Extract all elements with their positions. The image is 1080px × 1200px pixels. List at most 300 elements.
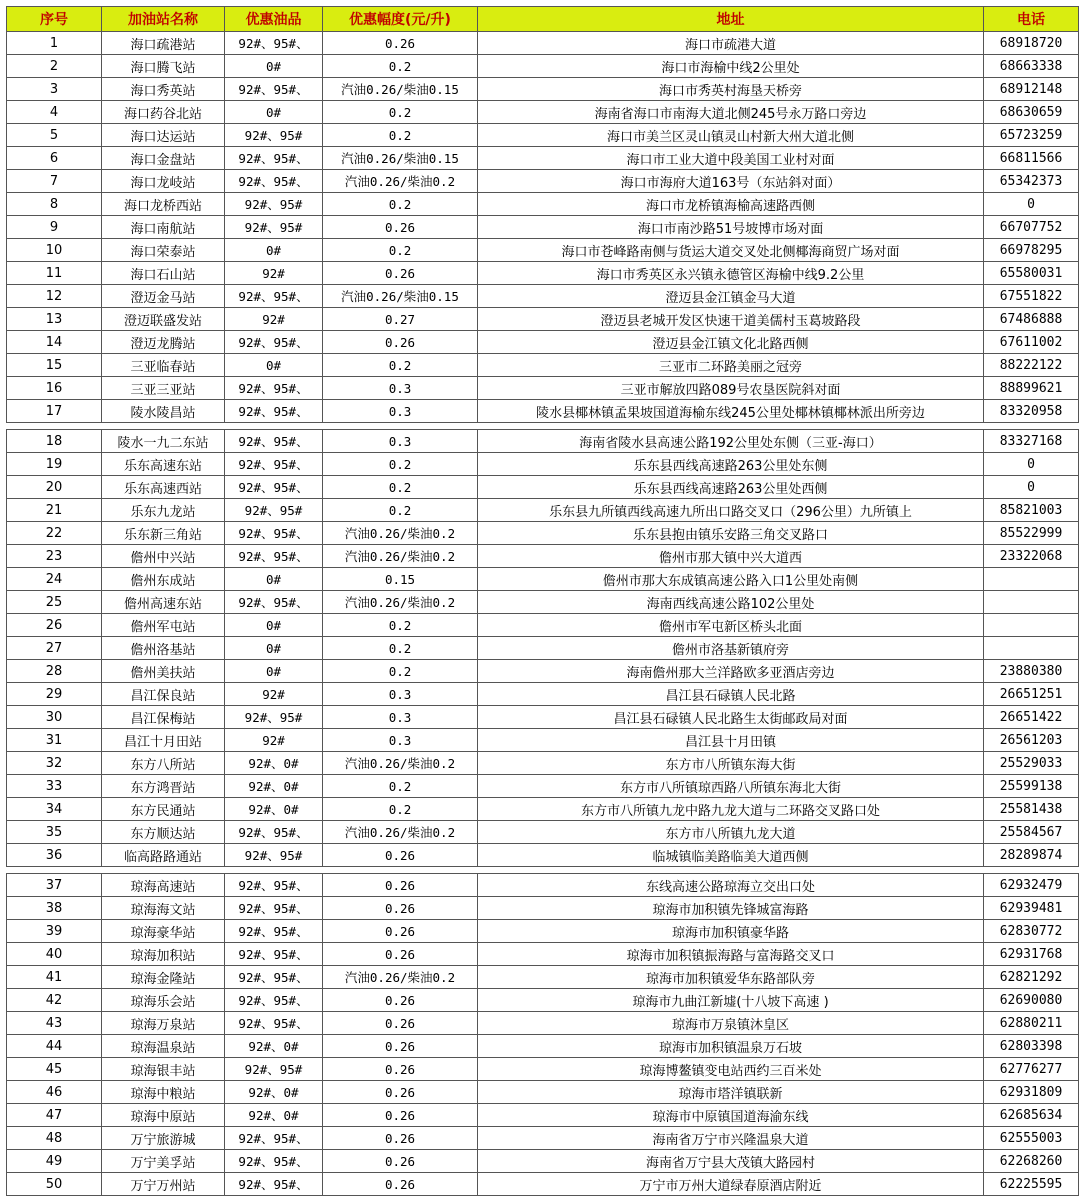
- cell-index: 24: [7, 568, 102, 591]
- cell-fuel-types: 92#、95#、: [225, 821, 323, 844]
- cell-discount: 0.2: [323, 55, 478, 78]
- cell-station-name: 海口荣泰站: [102, 239, 225, 262]
- cell-address: 琼海市塔洋镇联新: [478, 1081, 984, 1104]
- cell-phone: 68918720: [984, 32, 1079, 55]
- cell-fuel-types: 92#: [225, 262, 323, 285]
- cell-station-name: 海口秀英站: [102, 78, 225, 101]
- table-row: [7, 1150, 1079, 1173]
- cell-discount: 0.26: [323, 1058, 478, 1081]
- cell-phone: 25581438: [984, 798, 1079, 821]
- table-row: [7, 660, 1079, 683]
- cell-address: 海南省万宁市兴隆温泉大道: [478, 1127, 984, 1150]
- cell-index: 47: [7, 1104, 102, 1127]
- cell-fuel-types: 92#、95#、: [225, 285, 323, 308]
- cell-discount: 0.26: [323, 844, 478, 867]
- cell-index: 18: [7, 430, 102, 453]
- cell-discount: 0.2: [323, 354, 478, 377]
- cell-index: 10: [7, 239, 102, 262]
- cell-station-name: 琼海豪华站: [102, 920, 225, 943]
- table-row: [7, 568, 1079, 591]
- cell-phone: 62776277: [984, 1058, 1079, 1081]
- cell-address: 海口市秀英村海垦天桥旁: [478, 78, 984, 101]
- cell-phone: 62830772: [984, 920, 1079, 943]
- cell-fuel-types: 0#: [225, 354, 323, 377]
- table-row: [7, 285, 1079, 308]
- cell-discount: 0.26: [323, 920, 478, 943]
- cell-phone: [984, 637, 1079, 660]
- cell-phone: 0: [984, 476, 1079, 499]
- cell-discount: 汽油0.26/柴油0.2: [323, 821, 478, 844]
- cell-discount: 0.2: [323, 798, 478, 821]
- cell-station-name: 海口龙岐站: [102, 170, 225, 193]
- cell-discount: 0.26: [323, 1012, 478, 1035]
- cell-discount: 0.3: [323, 706, 478, 729]
- cell-address: 东方市八所镇东海大街: [478, 752, 984, 775]
- cell-phone: 62685634: [984, 1104, 1079, 1127]
- table-row: [7, 545, 1079, 568]
- table-row: [7, 216, 1079, 239]
- cell-index: 7: [7, 170, 102, 193]
- cell-index: 3: [7, 78, 102, 101]
- cell-station-name: 海口龙桥西站: [102, 193, 225, 216]
- cell-address: 海口市秀英区永兴镇永德管区海榆中线9.2公里: [478, 262, 984, 285]
- cell-station-name: 海口腾飞站: [102, 55, 225, 78]
- cell-phone: 68630659: [984, 101, 1079, 124]
- table-row: [7, 943, 1079, 966]
- cell-index: 12: [7, 285, 102, 308]
- cell-fuel-types: 92#、95#、: [225, 1127, 323, 1150]
- cell-station-name: 琼海乐会站: [102, 989, 225, 1012]
- cell-phone: [984, 568, 1079, 591]
- cell-discount: 0.2: [323, 499, 478, 522]
- section-gap: [7, 423, 1079, 430]
- cell-station-name: 昌江保良站: [102, 683, 225, 706]
- table-row: [7, 101, 1079, 124]
- cell-phone: 65580031: [984, 262, 1079, 285]
- cell-fuel-types: 0#: [225, 239, 323, 262]
- cell-address: 儋州市那大镇中兴大道西: [478, 545, 984, 568]
- cell-phone: 67611002: [984, 331, 1079, 354]
- table-row: [7, 124, 1079, 147]
- cell-discount: 0.2: [323, 637, 478, 660]
- table-row: [7, 989, 1079, 1012]
- cell-index: 22: [7, 522, 102, 545]
- cell-address: 海南省万宁县大茂镇大路园村: [478, 1150, 984, 1173]
- table-row: [7, 522, 1079, 545]
- cell-phone: 88899621: [984, 377, 1079, 400]
- cell-address: 儋州市军屯新区桥头北面: [478, 614, 984, 637]
- cell-address: 东方市八所镇琼西路八所镇东海北大街: [478, 775, 984, 798]
- cell-address: 琼海市加积镇振海路与富海路交叉口: [478, 943, 984, 966]
- cell-discount: 0.26: [323, 262, 478, 285]
- cell-fuel-types: 92#、95#: [225, 193, 323, 216]
- cell-discount: 汽油0.26/柴油0.2: [323, 522, 478, 545]
- cell-index: 6: [7, 147, 102, 170]
- cell-station-name: 陵水陵昌站: [102, 400, 225, 423]
- cell-address: 琼海市加积镇豪华路: [478, 920, 984, 943]
- cell-address: 昌江县石碌镇人民北路: [478, 683, 984, 706]
- table-row: [7, 331, 1079, 354]
- cell-station-name: 儋州军屯站: [102, 614, 225, 637]
- cell-index: 13: [7, 308, 102, 331]
- cell-discount: 汽油0.26/柴油0.2: [323, 752, 478, 775]
- table-row: [7, 775, 1079, 798]
- cell-index: 26: [7, 614, 102, 637]
- cell-index: 4: [7, 101, 102, 124]
- cell-fuel-types: 92#、0#: [225, 1035, 323, 1058]
- cell-phone: [984, 614, 1079, 637]
- table-row: [7, 262, 1079, 285]
- cell-index: 28: [7, 660, 102, 683]
- cell-fuel-types: 92#、95#、: [225, 147, 323, 170]
- cell-address: 海南省陵水县高速公路192公里处东侧（三亚-海口）: [478, 430, 984, 453]
- cell-phone: 88222122: [984, 354, 1079, 377]
- cell-address: 海口市美兰区灵山镇灵山村新大州大道北侧: [478, 124, 984, 147]
- table-row: [7, 1035, 1079, 1058]
- cell-station-name: 澄迈龙腾站: [102, 331, 225, 354]
- cell-station-name: 琼海银丰站: [102, 1058, 225, 1081]
- cell-address: 海口市海府大道163号（东站斜对面）: [478, 170, 984, 193]
- table-row: [7, 874, 1079, 897]
- cell-address: 海口市苍峰路南侧与货运大道交叉处北侧椰海商贸广场对面: [478, 239, 984, 262]
- cell-fuel-types: 92#、95#: [225, 706, 323, 729]
- cell-fuel-types: 92#、95#、: [225, 522, 323, 545]
- cell-address: 海南省海口市南海大道北侧245号永万路口旁边: [478, 101, 984, 124]
- cell-fuel-types: 92#、0#: [225, 1081, 323, 1104]
- cell-address: 昌江县十月田镇: [478, 729, 984, 752]
- cell-discount: 0.26: [323, 1127, 478, 1150]
- cell-address: 海口市疏港大道: [478, 32, 984, 55]
- table-row: [7, 729, 1079, 752]
- cell-address: 澄迈县金江镇金马大道: [478, 285, 984, 308]
- cell-index: 27: [7, 637, 102, 660]
- table-row: [7, 78, 1079, 101]
- cell-discount: 0.3: [323, 377, 478, 400]
- cell-phone: 68912148: [984, 78, 1079, 101]
- cell-fuel-types: 92#: [225, 308, 323, 331]
- cell-phone: 62932479: [984, 874, 1079, 897]
- cell-phone: 65342373: [984, 170, 1079, 193]
- cell-station-name: 琼海万泉站: [102, 1012, 225, 1035]
- cell-station-name: 琼海加积站: [102, 943, 225, 966]
- cell-phone: 25584567: [984, 821, 1079, 844]
- cell-index: 44: [7, 1035, 102, 1058]
- cell-fuel-types: 0#: [225, 614, 323, 637]
- cell-address: 乐东县九所镇西线高速九所出口路交叉口（296公里）九所镇上: [478, 499, 984, 522]
- cell-address: 海南西线高速公路102公里处: [478, 591, 984, 614]
- cell-station-name: 儋州美扶站: [102, 660, 225, 683]
- cell-station-name: 三亚三亚站: [102, 377, 225, 400]
- cell-phone: 62225595: [984, 1173, 1079, 1196]
- cell-station-name: 海口疏港站: [102, 32, 225, 55]
- cell-phone: 62803398: [984, 1035, 1079, 1058]
- table-row: [7, 591, 1079, 614]
- cell-discount: 0.3: [323, 400, 478, 423]
- cell-phone: 25529033: [984, 752, 1079, 775]
- cell-discount: 0.2: [323, 775, 478, 798]
- cell-station-name: 昌江保梅站: [102, 706, 225, 729]
- cell-fuel-types: 92#、95#、: [225, 170, 323, 193]
- cell-index: 20: [7, 476, 102, 499]
- table-row: [7, 1012, 1079, 1035]
- cell-address: 乐东县西线高速路263公里处东侧: [478, 453, 984, 476]
- cell-fuel-types: 0#: [225, 637, 323, 660]
- cell-index: 42: [7, 989, 102, 1012]
- cell-index: 50: [7, 1173, 102, 1196]
- table-row: [7, 147, 1079, 170]
- cell-discount: 汽油0.26/柴油0.15: [323, 147, 478, 170]
- cell-address: 琼海市万泉镇沐皇区: [478, 1012, 984, 1035]
- cell-fuel-types: 92#、95#: [225, 124, 323, 147]
- cell-address: 澄迈县金江镇文化北路西侧: [478, 331, 984, 354]
- discount-station-table: [6, 6, 1078, 1196]
- cell-index: 33: [7, 775, 102, 798]
- cell-discount: 0.26: [323, 1081, 478, 1104]
- cell-discount: 0.3: [323, 683, 478, 706]
- cell-station-name: 东方顺达站: [102, 821, 225, 844]
- table-row: [7, 1173, 1079, 1196]
- cell-address: 海口市海榆中线2公里处: [478, 55, 984, 78]
- cell-index: 23: [7, 545, 102, 568]
- cell-station-name: 海口达运站: [102, 124, 225, 147]
- table-row: [7, 476, 1079, 499]
- cell-address: 昌江县石碌镇人民北路生太街邮政局对面: [478, 706, 984, 729]
- cell-fuel-types: 92#、95#、: [225, 78, 323, 101]
- cell-discount: 0.27: [323, 308, 478, 331]
- header-address: 地址: [478, 7, 984, 32]
- table-row: [7, 308, 1079, 331]
- table-row: [7, 1058, 1079, 1081]
- cell-discount: 汽油0.26/柴油0.2: [323, 966, 478, 989]
- cell-fuel-types: 92#: [225, 729, 323, 752]
- station-table: [6, 6, 1079, 1196]
- header-fuel-types: 优惠油品: [225, 7, 323, 32]
- cell-station-name: 琼海高速站: [102, 874, 225, 897]
- table-row: [7, 683, 1079, 706]
- cell-phone: 62931768: [984, 943, 1079, 966]
- cell-index: 2: [7, 55, 102, 78]
- header-index: 序号: [7, 7, 102, 32]
- cell-phone: 62268260: [984, 1150, 1079, 1173]
- cell-address: 乐东县抱由镇乐安路三角交叉路口: [478, 522, 984, 545]
- cell-phone: 67486888: [984, 308, 1079, 331]
- cell-phone: 65723259: [984, 124, 1079, 147]
- cell-discount: 0.2: [323, 614, 478, 637]
- cell-discount: 0.26: [323, 1150, 478, 1173]
- cell-phone: 26651422: [984, 706, 1079, 729]
- cell-discount: 0.15: [323, 568, 478, 591]
- cell-fuel-types: 92#、95#、: [225, 989, 323, 1012]
- cell-station-name: 儋州高速东站: [102, 591, 225, 614]
- cell-index: 21: [7, 499, 102, 522]
- cell-phone: 66811566: [984, 147, 1079, 170]
- cell-phone: 83327168: [984, 430, 1079, 453]
- cell-fuel-types: 92#、95#、: [225, 476, 323, 499]
- cell-discount: 0.26: [323, 874, 478, 897]
- cell-station-name: 乐东新三角站: [102, 522, 225, 545]
- cell-address: 琼海市加积镇爱华东路部队旁: [478, 966, 984, 989]
- header-station-name: 加油站名称: [102, 7, 225, 32]
- cell-fuel-types: 92#、0#: [225, 1104, 323, 1127]
- cell-phone: 62555003: [984, 1127, 1079, 1150]
- cell-station-name: 儋州东成站: [102, 568, 225, 591]
- cell-discount: 0.26: [323, 1104, 478, 1127]
- cell-address: 陵水县椰林镇孟果坡国道海榆东线245公里处椰林镇椰林派出所旁边: [478, 400, 984, 423]
- cell-address: 澄迈县老城开发区快速干道美儒村玉葛坡路段: [478, 308, 984, 331]
- cell-station-name: 琼海中原站: [102, 1104, 225, 1127]
- cell-index: 15: [7, 354, 102, 377]
- cell-index: 29: [7, 683, 102, 706]
- cell-discount: 0.26: [323, 989, 478, 1012]
- table-row: [7, 400, 1079, 423]
- cell-phone: 83320958: [984, 400, 1079, 423]
- cell-phone: 0: [984, 193, 1079, 216]
- cell-station-name: 澄迈金马站: [102, 285, 225, 308]
- cell-fuel-types: 92#、95#、: [225, 400, 323, 423]
- table-row: [7, 897, 1079, 920]
- cell-phone: 25599138: [984, 775, 1079, 798]
- cell-fuel-types: 92#、95#、: [225, 453, 323, 476]
- cell-index: 8: [7, 193, 102, 216]
- cell-fuel-types: 92#、95#、: [225, 943, 323, 966]
- cell-index: 38: [7, 897, 102, 920]
- cell-fuel-types: 92#、95#、: [225, 377, 323, 400]
- cell-station-name: 琼海中粮站: [102, 1081, 225, 1104]
- cell-station-name: 海口南航站: [102, 216, 225, 239]
- cell-index: 37: [7, 874, 102, 897]
- table-row: [7, 966, 1079, 989]
- cell-address: 东线高速公路琼海立交出口处: [478, 874, 984, 897]
- cell-fuel-types: 92#、0#: [225, 752, 323, 775]
- header-phone: 电话: [984, 7, 1079, 32]
- cell-station-name: 海口药谷北站: [102, 101, 225, 124]
- section-gap: [7, 867, 1079, 874]
- cell-discount: 汽油0.26/柴油0.15: [323, 78, 478, 101]
- cell-address: 儋州市那大东成镇高速公路入口1公里处南侧: [478, 568, 984, 591]
- cell-index: 49: [7, 1150, 102, 1173]
- table-row: [7, 1081, 1079, 1104]
- cell-index: 40: [7, 943, 102, 966]
- cell-phone: 62821292: [984, 966, 1079, 989]
- cell-index: 35: [7, 821, 102, 844]
- cell-discount: 0.26: [323, 331, 478, 354]
- cell-address: 东方市八所镇九龙中路九龙大道与二环路交叉路口处: [478, 798, 984, 821]
- table-row: [7, 1127, 1079, 1150]
- cell-fuel-types: 92#、95#、: [225, 920, 323, 943]
- cell-index: 25: [7, 591, 102, 614]
- cell-address: 海口市龙桥镇海榆高速路西侧: [478, 193, 984, 216]
- cell-fuel-types: 92#、0#: [225, 798, 323, 821]
- cell-fuel-types: 92#、95#: [225, 1058, 323, 1081]
- cell-address: 三亚市解放四路089号农垦医院斜对面: [478, 377, 984, 400]
- cell-phone: 62931809: [984, 1081, 1079, 1104]
- cell-phone: 0: [984, 453, 1079, 476]
- cell-discount: 0.2: [323, 453, 478, 476]
- cell-address: 临城镇临美路临美大道西侧: [478, 844, 984, 867]
- cell-index: 16: [7, 377, 102, 400]
- cell-discount: 0.2: [323, 476, 478, 499]
- cell-address: 琼海市加积镇温泉万石坡: [478, 1035, 984, 1058]
- cell-index: 17: [7, 400, 102, 423]
- cell-index: 48: [7, 1127, 102, 1150]
- cell-index: 5: [7, 124, 102, 147]
- cell-station-name: 琼海温泉站: [102, 1035, 225, 1058]
- cell-phone: 62690080: [984, 989, 1079, 1012]
- cell-discount: 0.26: [323, 216, 478, 239]
- cell-fuel-types: 92#、95#、: [225, 966, 323, 989]
- table-body: [7, 32, 1079, 1196]
- cell-phone: 62939481: [984, 897, 1079, 920]
- table-row: [7, 706, 1079, 729]
- table-row: [7, 614, 1079, 637]
- table-row: [7, 752, 1079, 775]
- table-row: [7, 32, 1079, 55]
- cell-discount: 0.2: [323, 101, 478, 124]
- cell-fuel-types: 92#、95#、: [225, 1150, 323, 1173]
- cell-discount: 0.26: [323, 1035, 478, 1058]
- cell-phone: 23880380: [984, 660, 1079, 683]
- section-gap-cell: [7, 423, 1079, 430]
- table-row: [7, 920, 1079, 943]
- cell-fuel-types: 92#: [225, 683, 323, 706]
- cell-discount: 汽油0.26/柴油0.2: [323, 591, 478, 614]
- cell-index: 36: [7, 844, 102, 867]
- cell-phone: 23322068: [984, 545, 1079, 568]
- table-row: [7, 377, 1079, 400]
- cell-address: 乐东县西线高速路263公里处西侧: [478, 476, 984, 499]
- cell-index: 31: [7, 729, 102, 752]
- cell-station-name: 儋州中兴站: [102, 545, 225, 568]
- cell-station-name: 临高路路通站: [102, 844, 225, 867]
- cell-phone: 67551822: [984, 285, 1079, 308]
- table-row: [7, 354, 1079, 377]
- cell-discount: 0.26: [323, 897, 478, 920]
- cell-station-name: 陵水一九二东站: [102, 430, 225, 453]
- table-header: [7, 7, 1079, 32]
- cell-fuel-types: 92#、95#、: [225, 545, 323, 568]
- cell-station-name: 东方鸿晋站: [102, 775, 225, 798]
- cell-index: 11: [7, 262, 102, 285]
- cell-phone: [984, 591, 1079, 614]
- cell-discount: 0.2: [323, 660, 478, 683]
- table-row: [7, 170, 1079, 193]
- cell-discount: 汽油0.26/柴油0.2: [323, 170, 478, 193]
- cell-discount: 0.26: [323, 32, 478, 55]
- cell-phone: 62880211: [984, 1012, 1079, 1035]
- cell-station-name: 三亚临春站: [102, 354, 225, 377]
- cell-address: 海南儋州那大兰洋路欧多亚酒店旁边: [478, 660, 984, 683]
- cell-station-name: 万宁旅游城: [102, 1127, 225, 1150]
- cell-fuel-types: 92#、95#、: [225, 32, 323, 55]
- table-row: [7, 499, 1079, 522]
- cell-phone: 85821003: [984, 499, 1079, 522]
- cell-address: 琼海博鳌镇变电站西约三百米处: [478, 1058, 984, 1081]
- cell-fuel-types: 0#: [225, 568, 323, 591]
- cell-index: 34: [7, 798, 102, 821]
- cell-fuel-types: 0#: [225, 101, 323, 124]
- cell-index: 9: [7, 216, 102, 239]
- cell-fuel-types: 92#、95#: [225, 216, 323, 239]
- table-row: [7, 430, 1079, 453]
- cell-discount: 0.2: [323, 193, 478, 216]
- cell-fuel-types: 92#、95#: [225, 499, 323, 522]
- cell-fuel-types: 92#、95#、: [225, 331, 323, 354]
- cell-discount: 0.2: [323, 124, 478, 147]
- cell-address: 万宁市万州大道绿春原酒店附近: [478, 1173, 984, 1196]
- cell-index: 41: [7, 966, 102, 989]
- cell-station-name: 海口石山站: [102, 262, 225, 285]
- cell-discount: 0.3: [323, 729, 478, 752]
